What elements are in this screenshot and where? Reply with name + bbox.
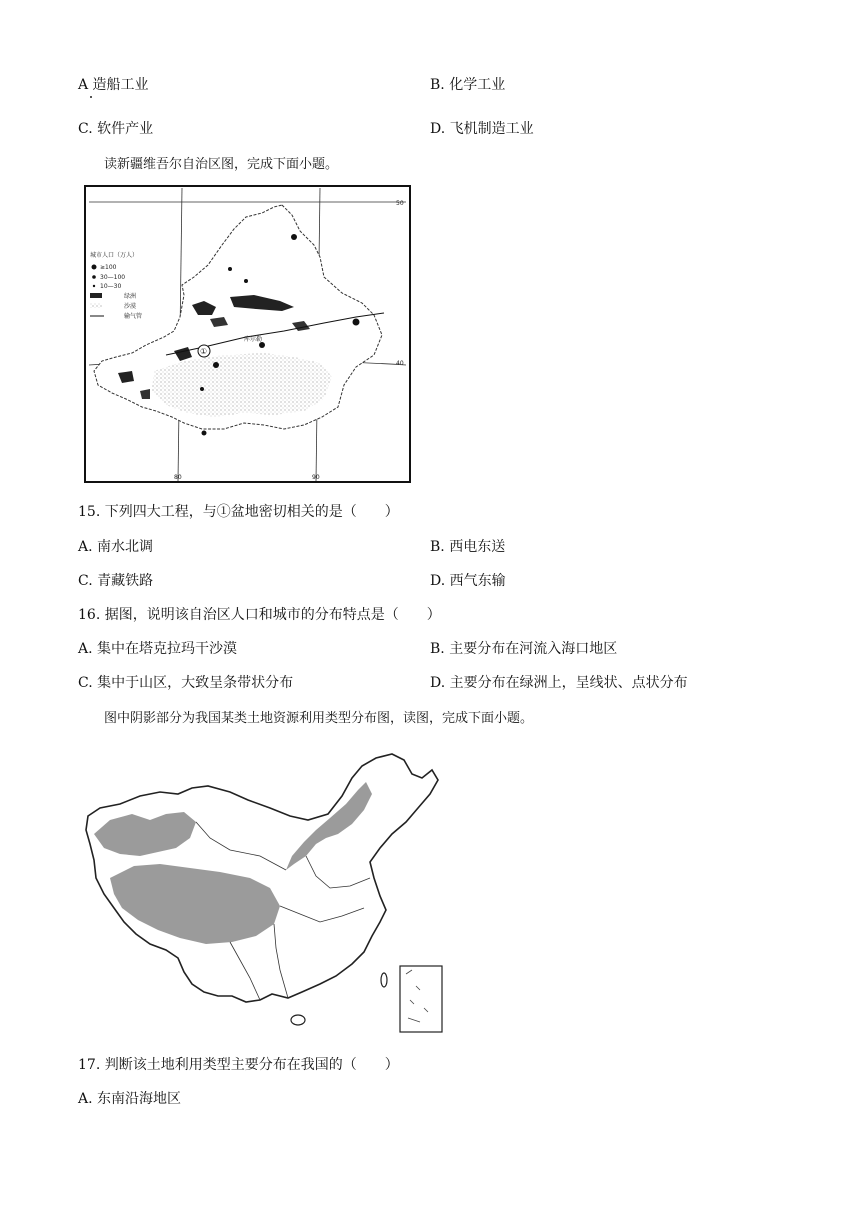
legend-item-2: 30—100 xyxy=(100,274,126,281)
q16-option-d: D. 主要分布在绿洲上，呈线状、点状分布 xyxy=(430,675,688,691)
q15-option-b: B. 西电东送 xyxy=(430,539,506,555)
legend-item-1: ≥100 xyxy=(100,264,117,271)
scan-dot xyxy=(90,96,92,98)
q14-option-c: C. 软件产业 xyxy=(78,121,154,137)
legend-item-4: 绿洲 xyxy=(124,293,137,300)
q14-option-b: B. 化学工业 xyxy=(430,77,506,93)
q16-option-c: C. 集中于山区，大致呈条带状分布 xyxy=(78,675,294,691)
lat-label-50: 50 xyxy=(396,200,404,207)
q14-option-d: D. 飞机制造工业 xyxy=(430,121,534,137)
landuse-intro: 图中阴影部分为我国某类土地资源利用类型分布图，读图，完成下面小题。 xyxy=(104,711,534,726)
q17-stem: 17. 判断该土地利用类型主要分布在我国的（ ） xyxy=(78,1057,399,1073)
legend-title: 城市人口（万人） xyxy=(90,252,139,259)
q16-stem: 16. 据图，说明该自治区人口和城市的分布特点是（ ） xyxy=(78,607,441,623)
q15-option-d: D. 西气东输 xyxy=(430,573,506,589)
china-landuse-map xyxy=(80,738,450,1038)
basin-marker: ① xyxy=(200,347,208,356)
q15-stem: 15. 下列四大工程，与①盆地密切相关的是（ ） xyxy=(78,504,399,520)
legend-item-5: 沙漠 xyxy=(124,303,137,310)
xinjiang-map xyxy=(84,185,416,485)
q16-option-b: B. 主要分布在河流入海口地区 xyxy=(430,641,618,657)
hainan-island xyxy=(291,1015,305,1025)
lon-label-80: 80 xyxy=(174,474,182,481)
taiwan-island xyxy=(381,973,387,987)
q17-option-a: A. 东南沿海地区 xyxy=(78,1091,182,1107)
legend-item-3: 10—30 xyxy=(100,283,122,290)
south-china-sea-inset xyxy=(400,966,442,1032)
place-label: 库尔勒 xyxy=(244,336,263,343)
lat-label-40: 40 xyxy=(396,360,404,367)
lon-label-90: 90 xyxy=(312,474,320,481)
q14-option-a: A 造船工业 xyxy=(78,77,149,93)
q15-option-c: C. 青藏铁路 xyxy=(78,573,154,589)
q15-option-a: A. 南水北调 xyxy=(78,539,154,555)
xinjiang-intro: 读新疆维吾尔自治区图，完成下面小题。 xyxy=(104,157,339,172)
q16-option-a: A. 集中在塔克拉玛干沙漠 xyxy=(78,641,238,657)
legend-item-6: 输气管 xyxy=(124,313,143,320)
